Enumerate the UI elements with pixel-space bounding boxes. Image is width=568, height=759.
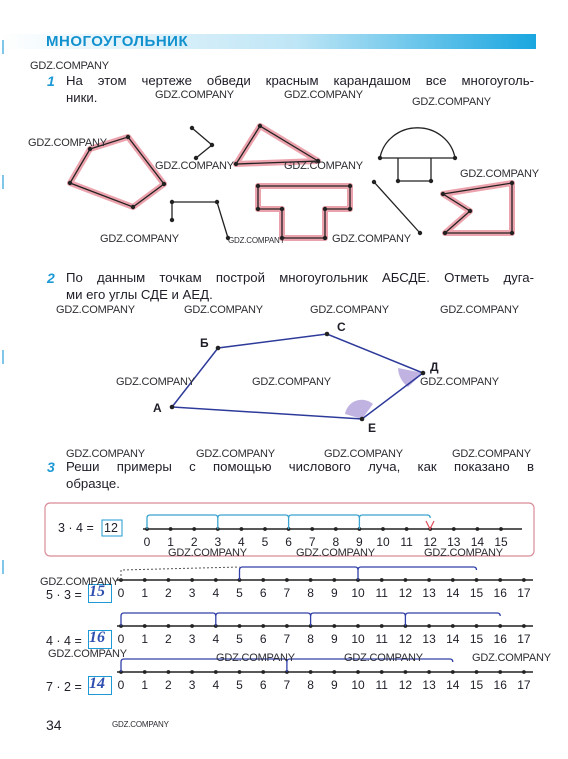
dotted-jump-arc	[121, 567, 240, 580]
watermark: GDZ.COMPANY	[168, 547, 247, 559]
segment	[374, 182, 420, 233]
row-3-expression: 7 · 2 =	[46, 680, 82, 694]
number-line-dot	[522, 578, 526, 582]
watermark: GDZ.COMPANY	[296, 547, 375, 559]
number-line-dot	[427, 624, 431, 628]
jump-arc	[311, 613, 406, 626]
tick-label: 7	[308, 535, 316, 549]
number-line-dot	[427, 578, 431, 582]
number-line-dot	[475, 578, 479, 582]
number-line-dot	[261, 624, 265, 628]
tick-label: 13	[422, 678, 436, 692]
tick-label: 10	[376, 535, 390, 549]
jump-arc	[359, 515, 430, 529]
arch-stem	[398, 158, 431, 181]
point-label-c: С	[337, 320, 346, 334]
number-line-dot	[190, 670, 194, 674]
watermark: GDZ.COMPANY	[324, 448, 403, 460]
watermark: GDZ.COMPANY	[252, 376, 331, 388]
number-line-dot	[522, 670, 526, 674]
watermark: GDZ.COMPANY	[332, 233, 411, 245]
number-line-dot	[380, 624, 384, 628]
task-2-text-line-1: По данным точкам построй многоугольник АБСДЕ. Отметь дуга-	[66, 270, 534, 285]
number-line-dot	[498, 670, 502, 674]
tick-label: 5	[236, 632, 243, 646]
row-2-answer: 16	[89, 629, 105, 646]
task-1-figures	[68, 124, 514, 240]
number-line-dot	[261, 670, 265, 674]
point-label-b: Б	[200, 336, 209, 350]
tick-label: 8	[332, 535, 340, 549]
number-line-dot	[143, 624, 147, 628]
number-line-row-3	[117, 659, 533, 692]
number-line-dot	[475, 670, 479, 674]
tick-label: 17	[517, 678, 531, 692]
number-line-dot	[451, 624, 455, 628]
number-line-dot	[285, 578, 289, 582]
tick-label: 10	[351, 586, 365, 600]
example-number-line	[143, 515, 522, 549]
watermark: GDZ.COMPANY	[56, 304, 135, 316]
tick-label: 9	[330, 586, 338, 600]
page-number: 34	[46, 717, 62, 733]
watermark: GDZ.COMPANY	[28, 137, 107, 149]
number-line-dot	[380, 578, 384, 582]
tick-label: 11	[375, 678, 388, 692]
number-line-dot	[169, 527, 173, 531]
tick-label: 17	[517, 632, 531, 646]
tick-label: 4	[212, 678, 220, 692]
point-label-a: А	[153, 401, 162, 415]
open-broken-line	[172, 202, 228, 238]
watermark: GDZ.COMPANY	[472, 652, 551, 664]
tick-label: 11	[400, 535, 413, 549]
tick-label: 14	[446, 678, 460, 692]
tick-label: 3	[188, 632, 196, 646]
tick-label: 8	[307, 632, 314, 646]
number-line-dot	[192, 527, 196, 531]
number-line-dot	[380, 670, 384, 674]
row-2-expression: 4 · 4 =	[46, 634, 82, 648]
tick-label: 12	[398, 586, 413, 600]
tick-label: 13	[447, 535, 461, 549]
watermark: GDZ.COMPANY	[420, 376, 499, 388]
jump-arc	[289, 515, 360, 529]
number-line-dot	[167, 670, 171, 674]
number-line-dot	[240, 527, 244, 531]
number-line-dot	[332, 578, 336, 582]
tick-label: 15	[469, 678, 484, 692]
jump-arc	[218, 515, 289, 529]
jump-arc	[216, 613, 311, 626]
tick-label: 2	[190, 535, 198, 549]
tick-label: 15	[494, 535, 508, 549]
watermark: GDZ.COMPANY	[460, 168, 539, 180]
watermark: GDZ.COMPANY	[48, 648, 127, 660]
number-line-dot	[499, 527, 503, 531]
tick-label: 17	[517, 586, 531, 600]
number-line-dot	[238, 624, 242, 628]
watermark: GDZ.COMPANY	[228, 236, 285, 245]
tick-label: 2	[165, 586, 172, 600]
number-line-dot	[143, 578, 147, 582]
tick-label: 1	[167, 535, 174, 549]
number-line-row-1	[117, 567, 533, 600]
number-line-dot	[167, 624, 171, 628]
tick-label: 12	[423, 535, 437, 549]
number-line-dot	[190, 624, 194, 628]
number-line-dot	[522, 624, 526, 628]
watermark: GDZ.COMPANY	[40, 576, 119, 588]
watermark: GDZ.COMPANY	[284, 160, 363, 172]
tick-label: 15	[469, 586, 484, 600]
broken-line-open	[192, 128, 212, 158]
number-line-dot	[285, 624, 289, 628]
tick-label: 11	[375, 632, 388, 646]
tick-label: 11	[375, 586, 388, 600]
tick-label: 10	[351, 632, 365, 646]
tick-label: 12	[398, 678, 413, 692]
watermark: GDZ.COMPANY	[310, 304, 389, 316]
number-line-dot	[309, 670, 313, 674]
tick-label: 3	[188, 678, 196, 692]
tick-label: 7	[283, 678, 291, 692]
triangle	[236, 126, 318, 164]
watermark: GDZ.COMPANY	[440, 304, 519, 316]
watermark: GDZ.COMPANY	[424, 547, 503, 559]
tick-label: 13	[422, 586, 436, 600]
number-line-dot	[404, 670, 408, 674]
tick-label: 1	[141, 586, 149, 600]
number-line-dot	[498, 624, 502, 628]
watermark: GDZ.COMPANY	[30, 60, 109, 72]
number-line-dot	[475, 624, 479, 628]
number-line-dot	[476, 527, 480, 531]
tick-label: 16	[493, 678, 507, 692]
number-line-dot	[381, 527, 385, 531]
watermark: GDZ.COMPANY	[100, 233, 179, 245]
tick-label: 6	[259, 678, 267, 692]
watermark: GDZ.COMPANY	[452, 448, 531, 460]
point-label-d: Д	[430, 360, 439, 374]
number-line-dot	[404, 578, 408, 582]
example-expression: 3 · 4 =	[58, 521, 94, 535]
number-line-dot	[427, 670, 431, 674]
jump-arc	[240, 567, 359, 580]
tick-label: 3	[188, 586, 196, 600]
tick-label: 1	[141, 678, 149, 692]
watermark: GDZ.COMPANY	[66, 448, 145, 460]
tick-label: 8	[307, 678, 314, 692]
task-1-text-line-2: ники.	[66, 90, 98, 105]
tick-label: 5	[261, 535, 269, 549]
tick-label: 7	[283, 632, 291, 646]
task-3-text-line-1: Реши примеры с помощью числового луча, как показано в	[66, 459, 534, 474]
page-title: МНОГОУГОЛЬНИК	[46, 33, 189, 50]
task-1-text-line-1: На этом чертеже обведи красным карандашом все многоуголь-	[66, 73, 534, 88]
number-line-dot	[310, 527, 314, 531]
number-line-dot	[334, 527, 338, 531]
number-line-dot	[356, 670, 360, 674]
watermark: GDZ.COMPANY	[284, 89, 363, 101]
watermark: GDZ.COMPANY	[116, 376, 195, 388]
example-answer: 12	[104, 521, 118, 535]
watermark: GDZ.COMPANY	[196, 448, 275, 460]
angle-arc-aed	[345, 400, 373, 419]
tick-label: 16	[493, 632, 507, 646]
number-line-dot	[143, 670, 147, 674]
tick-label: 1	[141, 632, 149, 646]
tick-label: 6	[259, 632, 267, 646]
number-line-dot	[451, 578, 455, 582]
number-line-dot	[238, 670, 242, 674]
row-1-expression: 5 · 3 =	[46, 588, 82, 602]
number-line-dot	[451, 670, 455, 674]
tick-label: 2	[165, 632, 172, 646]
jump-arc	[405, 613, 500, 626]
number-line-dot	[263, 527, 267, 531]
arrow-head	[426, 521, 434, 529]
tick-label: 0	[117, 632, 125, 646]
tick-label: 9	[356, 535, 363, 549]
tick-label: 15	[469, 632, 484, 646]
jump-arc	[121, 613, 216, 626]
tick-label: 6	[285, 535, 292, 549]
task-1-number: 1	[47, 73, 55, 89]
watermark: GDZ.COMPANY	[155, 89, 234, 101]
tick-label: 4	[212, 586, 220, 600]
watermark: GDZ.COMPANY	[184, 304, 263, 316]
tick-label: 14	[446, 586, 460, 600]
number-line-dot	[405, 527, 409, 531]
tick-label: 4	[238, 535, 245, 549]
tick-label: 0	[117, 586, 125, 600]
task-3-text-line-2: образце.	[66, 476, 120, 491]
number-line-dot	[309, 578, 313, 582]
tick-label: 10	[351, 678, 365, 692]
number-line-dot	[167, 578, 171, 582]
tick-label: 7	[283, 586, 291, 600]
number-line-dot	[214, 670, 218, 674]
task-2-number: 2	[47, 270, 55, 286]
number-line-dot	[332, 670, 336, 674]
watermark: GDZ.COMPANY	[112, 720, 169, 729]
number-line-dot	[190, 578, 194, 582]
tick-label: 5	[236, 678, 243, 692]
watermark: GDZ.COMPANY	[216, 652, 295, 664]
tick-label: 2	[165, 678, 172, 692]
watermark: GDZ.COMPANY	[344, 652, 423, 664]
task-3-number: 3	[47, 459, 55, 475]
row-3-answer: 14	[89, 675, 105, 692]
tick-label: 0	[117, 678, 125, 692]
jump-arc	[358, 567, 477, 580]
arch-figure	[380, 128, 455, 158]
mushroom-red-outline	[258, 186, 350, 238]
tick-label: 12	[398, 632, 413, 646]
tick-label: 3	[214, 535, 222, 549]
tick-label: 4	[212, 632, 220, 646]
tick-label: 9	[330, 678, 338, 692]
tick-label: 9	[330, 632, 338, 646]
tick-label: 16	[493, 586, 507, 600]
number-lines	[117, 515, 533, 692]
tick-label: 14	[470, 535, 485, 549]
tick-label: 6	[259, 586, 267, 600]
watermark: GDZ.COMPANY	[412, 96, 491, 108]
number-line-row-2	[117, 613, 533, 646]
tick-label: 5	[236, 586, 243, 600]
point-label-e: Е	[368, 421, 377, 435]
tick-label: 8	[307, 586, 314, 600]
number-line-dot	[332, 624, 336, 628]
number-line-dot	[498, 578, 502, 582]
watermark: GDZ.COMPANY	[155, 160, 234, 172]
tick-label: 13	[422, 632, 436, 646]
number-line-dot	[356, 624, 360, 628]
jump-arc	[147, 515, 218, 529]
number-line-dot	[452, 527, 456, 531]
row-1-answer: 15	[89, 583, 105, 600]
tick-label: 14	[446, 632, 460, 646]
number-line-dot	[261, 578, 265, 582]
number-line-dot	[214, 578, 218, 582]
tick-label: 0	[143, 535, 151, 549]
task-2-text-line-2: ми его углы СДЕ и АЕД.	[66, 287, 213, 302]
